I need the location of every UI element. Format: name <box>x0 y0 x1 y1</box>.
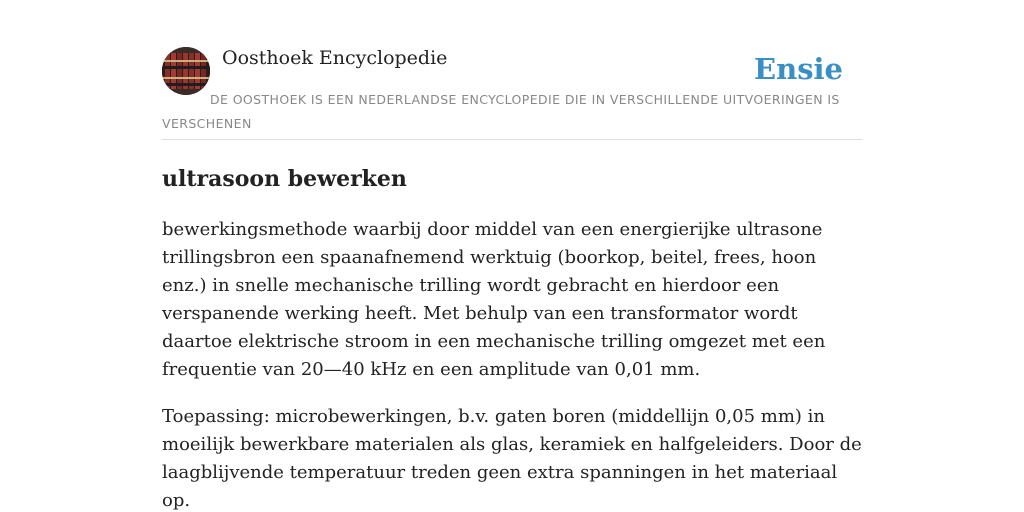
site-tagline: DE OOSTHOEK IS EEN NEDERLANDSE ENCYCLOPEDIE DIE IN VERSCHILLENDE UITVOERINGEN IS VERSCHENEN <box>162 92 840 131</box>
definition-paragraph: Toepassing: microbewerkingen, b.v. gaten boren (middellijn 0,05 mm) in moeilijk bewerkbare materialen als glas, keramiek en halfgeleiders. Door de laagblijvende temperatuur treden geen extra spanningen in het materiaal op. <box>162 406 862 511</box>
page-title: ultrasoon bewerken <box>162 166 407 192</box>
site-title[interactable]: Oosthoek Encyclopedie <box>222 47 448 69</box>
brand-logo-link[interactable]: Ensie <box>754 52 843 86</box>
definition-body <box>162 216 862 512</box>
site-header <box>162 46 862 140</box>
definition-paragraph: bewerkingsmethode waarbij door middel van een energierijke ultrasone trillingsbron een spaanafnemend werktuig (boorkop, beitel, frees, hoon enz.) in snelle mechanische trilling wordt gebracht en hierdoor een verspanende werking heeft. Met behulp van een transformator wordt daartoe elektrische stroom in een mechanische trilling omgezet met een frequentie van 20—40 kHz en een amplitude van 0,01 mm. <box>162 219 826 380</box>
